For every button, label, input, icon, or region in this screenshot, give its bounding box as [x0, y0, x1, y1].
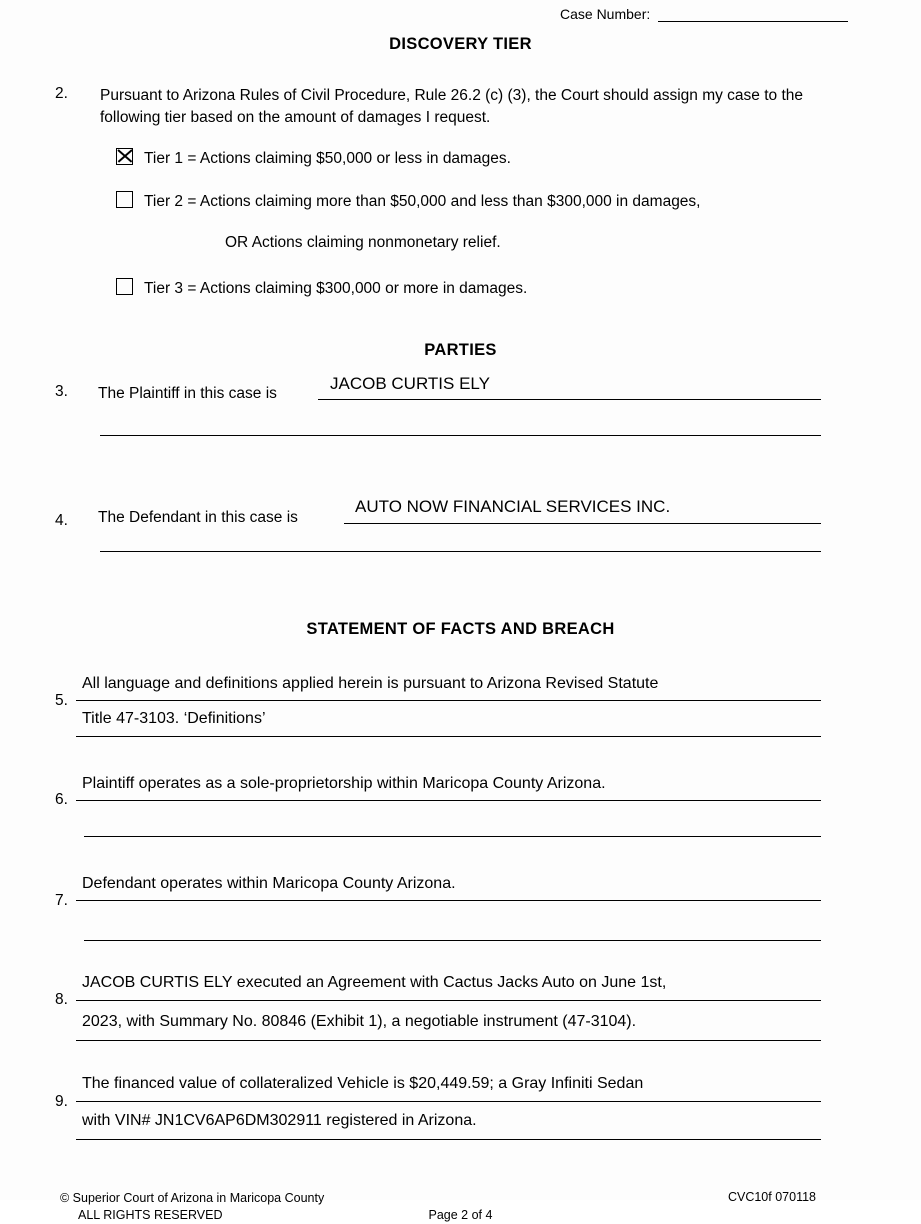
item-5-rule-1[interactable]: [76, 700, 821, 701]
item-8-line-1: JACOB CURTIS ELY executed an Agreement with Cactus Jacks Auto on June 1st,: [82, 974, 667, 991]
tier-3-row[interactable]: [116, 278, 527, 298]
nonmonetary-relief-line: OR Actions claiming nonmonetary relief.: [225, 234, 501, 251]
item-5-line-1: All language and definitions applied herein is pursuant to Arizona Revised Statute: [82, 675, 659, 692]
tier-1-row[interactable]: [116, 148, 511, 168]
footer-copyright-line-1: © Superior Court of Arizona in Maricopa County: [60, 1191, 325, 1205]
defendant-value: AUTO NOW FINANCIAL SERVICES INC.: [355, 497, 671, 516]
item-7-number: 7.: [55, 892, 68, 909]
item-7-rule-1[interactable]: [76, 900, 821, 901]
discovery-tier-heading: DISCOVERY TIER: [389, 35, 532, 53]
item-6-rule-2[interactable]: [84, 836, 821, 837]
item-5-rule-2[interactable]: [76, 736, 821, 737]
item-8-rule-2[interactable]: [76, 1040, 821, 1041]
defendant-label: The Defendant in this case is: [98, 509, 298, 526]
case-number-label: Case Number:: [560, 6, 651, 22]
defendant-line-1[interactable]: [344, 523, 821, 524]
checkbox-icon-tier-2[interactable]: [116, 191, 133, 208]
footer-page-number: Page 2 of 4: [428, 1208, 493, 1222]
tier-2-row[interactable]: [116, 191, 701, 211]
item-6-line-1: Plaintiff operates as a sole-proprietorship within Maricopa County Arizona.: [82, 775, 606, 792]
plaintiff-label: The Plaintiff in this case is: [98, 385, 277, 402]
tier-2-label: Tier 2 = Actions claiming more than $50,000 and less than $300,000 in damages,: [144, 193, 701, 210]
case-number-blank[interactable]: [658, 8, 848, 22]
item-8-rule-1[interactable]: [76, 1000, 821, 1001]
checkbox-icon-tier-3[interactable]: [116, 278, 133, 295]
defendant-line-2[interactable]: [100, 551, 821, 552]
item-8-number: 8.: [55, 991, 68, 1008]
item-6-rule-1[interactable]: [76, 800, 821, 801]
footer-copyright-line-2: ALL RIGHTS RESERVED: [78, 1207, 223, 1222]
item-9-rule-2[interactable]: [76, 1139, 821, 1140]
item-9-line-2: with VIN# JN1CV6AP6DM302911 registered in Arizona.: [82, 1112, 477, 1129]
plaintiff-value: JACOB CURTIS ELY: [330, 374, 490, 393]
footer-form-code: CVC10f 070118: [727, 1190, 816, 1204]
item-8-line-2: 2023, with Summary No. 80846 (Exhibit 1), a negotiable instrument (47-3104).: [82, 1013, 637, 1030]
item-7-rule-2[interactable]: [84, 940, 821, 941]
item-9-number: 9.: [55, 1093, 68, 1110]
item-5-number: 5.: [55, 692, 68, 709]
checkbox-icon-tier-1[interactable]: [116, 148, 133, 165]
parties-heading: PARTIES: [424, 341, 497, 359]
item-7-line-1: Defendant operates within Maricopa County Arizona.: [82, 875, 456, 892]
item-9-rule-1[interactable]: [76, 1101, 821, 1102]
case-number-field: [560, 6, 848, 22]
tier-3-label: Tier 3 = Actions claiming $300,000 or more in damages.: [144, 280, 528, 297]
tier-1-label: Tier 1 = Actions claiming $50,000 or less in damages.: [144, 150, 511, 167]
item-5-line-2: Title 47-3103. ‘Definitions’: [82, 710, 266, 727]
statement-of-facts-heading: STATEMENT OF FACTS AND BREACH: [306, 620, 615, 638]
item-4-number: 4.: [55, 512, 68, 529]
item-6-number: 6.: [55, 791, 68, 808]
item-9-line-1: The financed value of collateralized Vehicle is $20,449.59; a Gray Infiniti Sedan: [82, 1075, 644, 1092]
item-2-number: 2.: [55, 85, 68, 102]
plaintiff-line-2[interactable]: [100, 435, 821, 436]
plaintiff-line-1[interactable]: [318, 399, 821, 400]
item-3-number: 3.: [55, 383, 68, 400]
item-2-text: Pursuant to Arizona Rules of Civil Procedure, Rule 26.2 (c) (3), the Court should assign my case to the following tier based on the amount of damages I request.: [100, 87, 804, 126]
